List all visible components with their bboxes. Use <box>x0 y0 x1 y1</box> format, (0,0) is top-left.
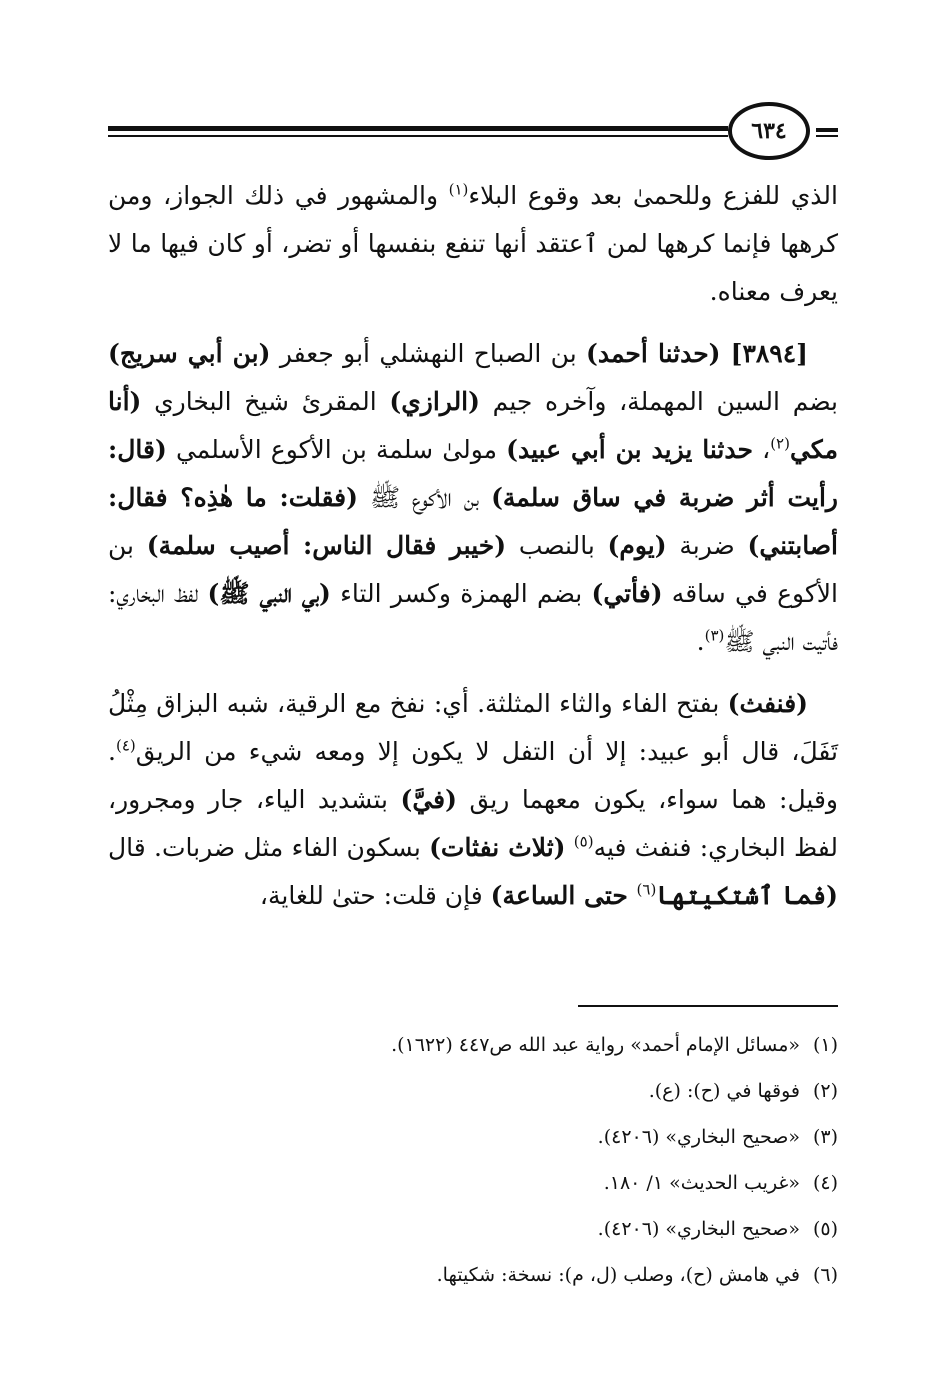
header-rule <box>108 126 728 131</box>
header-rule-right <box>816 128 838 132</box>
footnote-ref[interactable]: (٣) <box>704 626 725 645</box>
page-header <box>108 100 838 164</box>
footnote-item: (٣)«صحيح البخاري» (٤٢٠٦). <box>597 1126 838 1148</box>
footnotes <box>108 1022 838 1298</box>
footnote-item: (٢)فوقها في (ح): (ع). <box>648 1080 838 1102</box>
footnote-item: (٦)في هامش (ح)، وصلب (ل، م): نسخة: شكيتها. <box>436 1264 838 1286</box>
page-number: ٦٣٤ <box>728 102 810 160</box>
footnote-item: (٥)«صحيح البخاري» (٤٢٠٦). <box>597 1218 838 1240</box>
footnote-separator <box>578 1005 838 1007</box>
footnote-ref[interactable]: (١) <box>448 180 469 199</box>
header-rule-right-thin <box>816 135 838 137</box>
paragraph-2: [٣٨٩٤] (حدثنا أحمد) بن الصباح النهشلي أبو جعفر (بن أبي سريج) بضم السين المهملة، وآخره جيم (الرازي) المقرئ شيخ البخاري (أنا مكي$^{(٢)}$، حدثنا يزيد بن أبي عبيد) مولىٰ سلمة بن الأكوع الأسلمي (قال: رأيت أثر ضربة في ساق سلمة) بن الأكوع ﷺ (فقلت: ما هٰذِه؟ فقال: أصابتني) ضربة (يوم) بالنصب (خيبر فقال الناس: أصيب سلمة) بن الأكوع في ساقه (فأتي) بضم الهمزة وكسر التاء (بي النبي ﷺ) لفظ البخاري: فأتيت النبي ﷺ$^{(٣)}$. <box>108 339 839 656</box>
footnote-ref[interactable]: (٥) <box>573 832 594 851</box>
header-rule-thin <box>108 135 728 137</box>
footnote-ref[interactable]: (٢) <box>770 434 790 453</box>
paragraph-1: الذي للفزع وللحمىٰ بعد وقوع البلاء$^{(١)}$ والمشهور في ذلك الجواز، ومن كرهها فإنما كرهها لمن ٱعتقد أنها تنفع بنفسها أو تضر، أو كان فيها ما لا يعرف معناه. <box>108 180 838 306</box>
paragraph-3: (فنفث) بفتح الفاء والثاء المثلثة. أي: نفخ مع الرقية، شبه البزاق مِثْلُ تَفَلَ، قال أبو عبيد: إلا أن التفل لا يكون إلا ومعه شيء من الريق$^{(٤)}$. وقيل: هما سواء، يكون معهما ريق (فيَّ) بتشديد الياء، جار ومجرور، لفظ البخاري: فنفث فيه$^{(٥)}$ (ثلاث نفثات) بسكون الفاء مثل ضربات. قال (فما ٱشتكيتها$^{(٦)}$ حتى الساعة) فإن قلت: حتىٰ للغاية، <box>108 689 838 910</box>
footnote-item: (٤)«غريب الحديث» ١/ ١٨٠. <box>603 1172 838 1194</box>
footnote-ref[interactable]: (٤) <box>115 736 136 755</box>
main-text <box>108 172 838 920</box>
footnote-item: (١)«مسائل الإمام أحمد» رواية عبد الله ص٤٤٧ (١٦٢٢). <box>391 1034 838 1056</box>
footnote-ref[interactable]: (٦) <box>636 880 657 899</box>
